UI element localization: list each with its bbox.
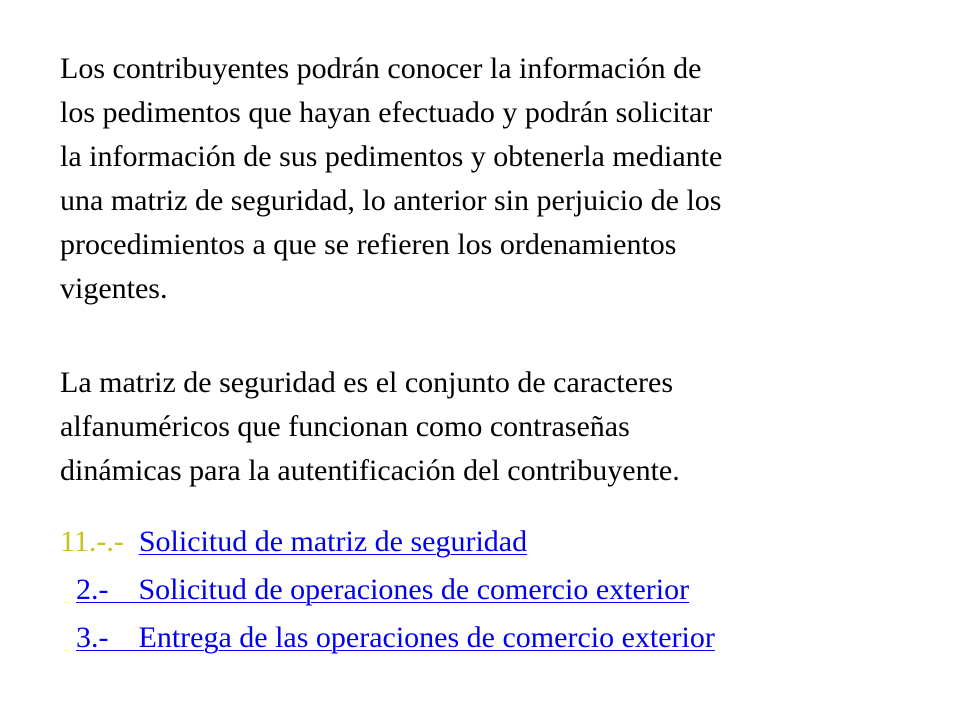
paragraph-line: una matriz de seguridad, lo anterior sin perjuicio de los bbox=[60, 184, 722, 217]
link-entrega-operaciones[interactable]: 3.- Entrega de las operaciones de comercio exterior bbox=[76, 621, 715, 654]
link-row-3 bbox=[60, 614, 940, 662]
link-list bbox=[60, 518, 940, 662]
paragraph-line: los pedimentos que hayan efectuado y podrán solicitar bbox=[60, 96, 713, 129]
definition-paragraph bbox=[60, 361, 900, 493]
paragraph-line: Los contribuyentes podrán conocer la información de bbox=[60, 52, 702, 85]
paragraph-line: alfanuméricos que funcionan como contraseñas bbox=[60, 410, 630, 443]
paragraph-line: procedimientos a que se refieren los ordenamientos bbox=[60, 228, 677, 261]
intro-paragraph bbox=[60, 47, 900, 311]
paragraph-line: La matriz de seguridad es el conjunto de caracteres bbox=[60, 366, 674, 399]
link-solicitud-operaciones[interactable]: 2.- Solicitud de operaciones de comercio exterior bbox=[76, 573, 690, 606]
link-solicitud-matriz[interactable]: Solicitud de matriz de seguridad bbox=[138, 525, 528, 558]
link-prefix: 11.-.- bbox=[60, 525, 124, 558]
paragraph-line: la información de sus pedimentos y obtenerla mediante bbox=[60, 140, 723, 173]
paragraph-line: vigentes. bbox=[60, 272, 168, 305]
link-row-1 bbox=[60, 518, 940, 566]
link-row-2 bbox=[60, 566, 940, 614]
paragraph-line: dinámicas para la autentificación del contribuyente. bbox=[60, 454, 680, 487]
